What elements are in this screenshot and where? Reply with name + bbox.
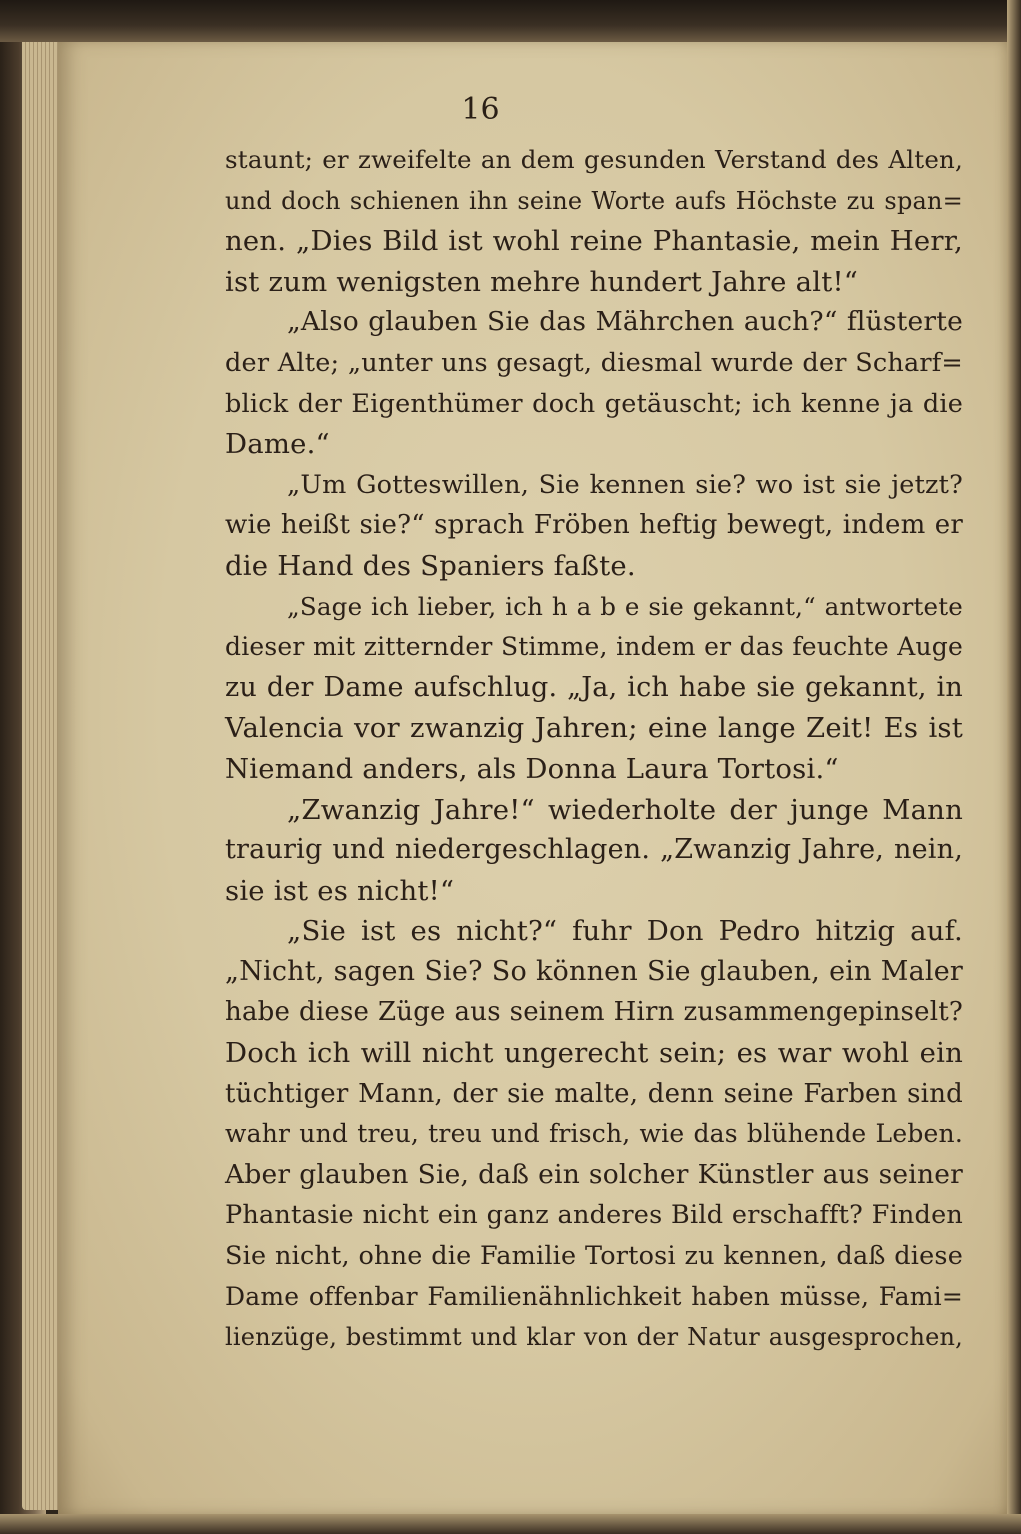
text-line: wahr und treu, treu und frisch, wie das blühende Leben. [225, 1119, 963, 1149]
text-line: traurig und niedergeschlagen. „Zwanzig Jahre, nein, [225, 834, 963, 866]
text-line: tüchtiger Mann, der sie malte, denn seine Farben sind [225, 1078, 963, 1109]
text-line: Aber glauben Sie, daß ein solcher Künstler aus seiner [225, 1158, 963, 1190]
text-line: Dame.“ [225, 428, 330, 461]
text-line: „Also glauben Sie das Mährchen auch?“ flüsterte [287, 306, 963, 338]
page-right-edge [1007, 0, 1021, 1534]
text-line: ist zum wenigsten mehre hundert Jahre alt!“ [225, 265, 858, 298]
page-top-shadow [0, 0, 1021, 42]
text-line: „Um Gotteswillen, Sie kennen sie? wo ist sie jetzt? [287, 469, 963, 500]
text-line: die Hand des Spaniers faßte. [225, 549, 636, 582]
body-text [225, 140, 963, 1358]
text-line: „Sage ich lieber, ich h a b e sie gekannt,“ antwortete [287, 591, 963, 621]
text-line: der Alte; „unter uns gesagt, diesmal wurde der Scharf= [225, 347, 963, 378]
text-line: wie heißt sie?“ sprach Fröben heftig bewegt, indem er [225, 510, 963, 541]
text-line: „Sie ist es nicht?“ fuhr Don Pedro hitzig auf. [287, 915, 963, 948]
text-line: sie ist es nicht!“ [225, 874, 455, 907]
text-line: staunt; er zweifelte an dem gesunden Verstand des Alten, [225, 145, 963, 174]
text-line: nen. „Dies Bild ist wohl reine Phantasie, mein Herr, [225, 225, 963, 258]
page-bottom-edge [0, 1514, 1021, 1534]
text-line: Phantasie nicht ein ganz anderes Bild erschafft? Finden [225, 1200, 963, 1231]
text-line: Sie nicht, ohne die Familie Tortosi zu kennen, daß diese [225, 1241, 963, 1272]
text-line: „Zwanzig Jahre!“ wiederholte der junge Mann [287, 793, 963, 826]
text-line: zu der Dame aufschlug. „Ja, ich habe sie gekannt, in [225, 671, 963, 703]
text-line: Niemand anders, als Donna Laura Tortosi.“ [225, 752, 839, 785]
text-line: Doch ich will nicht ungerecht sein; es war wohl ein [225, 1037, 963, 1070]
text-line: habe diese Züge aus seinem Hirn zusammengepinselt? [225, 997, 963, 1028]
text-line: blick der Eigenthümer doch getäuscht; ich kenne ja die [225, 388, 963, 419]
text-line: dieser mit zitternder Stimme, indem er das feuchte Auge [225, 632, 963, 662]
page-number: 16 [461, 92, 500, 127]
text-line: „Nicht, sagen Sie? So können Sie glauben, ein Maler [225, 955, 963, 987]
text-line: Dame offenbar Familienähnlichkeit haben müsse, Fami= [225, 1281, 963, 1311]
text-line: lienzüge, bestimmt und klar von der Natur ausgesprochen, [225, 1323, 963, 1352]
text-line: und doch schienen ihn seine Worte aufs Höchste zu span= [225, 186, 963, 215]
text-line: Valencia vor zwanzig Jahren; eine lange Zeit! Es ist [225, 712, 963, 745]
